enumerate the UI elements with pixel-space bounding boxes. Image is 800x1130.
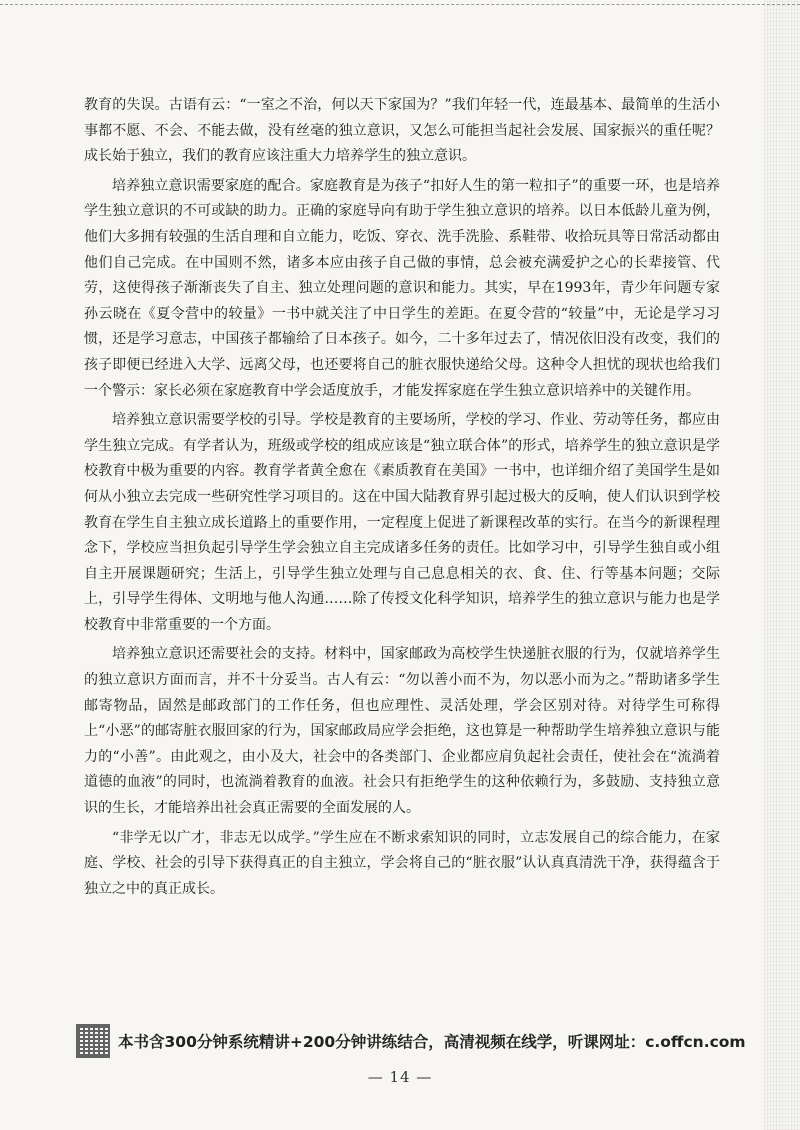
course-advertisement — [76, 1023, 746, 1059]
top-dashed-rule — [0, 4, 800, 5]
paragraph-2: 培养独立意识需要家庭的配合。家庭教育是为孩子“扣好人生的第一粒扣子”的重要一环，也是培养学生独立意识的不可或缺的助力。正确的家庭导向有助于学生独立意识的培养。以日本低龄儿童为例，他们大多拥有较强的生活自理和自立能力，吃饭、穿衣、洗手洗脸、系鞋带、收拾玩具等日常活动都由他们自己完成。在中国则不然，诸多本应由孩子自己做的事情，总会被充满爱护之心的长辈接管、代劳，这使得孩子渐渐丧失了自主、独立处理问题的意识和能力。其实，早在1993年，青少年问题专家孙云晓在《夏令营中的较量》一书中就关注了中日学生的差距。在夏令营的“较量”中，无论是学习习惯，还是学习意志，中国孩子都输给了日本孩子。如今，二十多年过去了，情况依旧没有改变，我们的孩子即便已经进入大学、远离父母，也还要将自己的脏衣服快递给父母。这种令人担忧的现状也给我们一个警示：家长必须在家庭教育中学会适度放手，才能发挥家庭在学生独立意识培养中的关键作用。 — [84, 177, 720, 399]
essay-body — [84, 93, 720, 906]
paragraph-5: “非学无以广才，非志无以成学。”学生应在不断求索知识的同时，立志发展自己的综合能力，在家庭、学校、社会的引导下获得真正的自主独立，学会将自己的“脏衣服”认认真真清洗干净，获得蕴含于独立之中的真正成长。 — [84, 829, 720, 897]
qr-code-icon — [76, 1024, 110, 1058]
paragraph-1: 教育的失误。古语有云：“一室之不治，何以天下家国为？”我们年轻一代，连最基本、最简单的生活小事都不愿、不会、不能去做，没有丝毫的独立意识，又怎么可能担当起社会发展、国家振兴的重任呢？成长始于独立，我们的教育应该注重大力培养学生的独立意识。 — [84, 97, 720, 165]
ad-text: 本书含300分钟系统精讲+200分钟讲练结合，高清视频在线学，听课网址：c.offcn.com — [118, 1033, 746, 1051]
paragraph-4: 培养独立意识还需要社会的支持。材料中，国家邮政为高校学生快递脏衣服的行为，仅就培养学生的独立意识方面而言，并不十分妥当。古人有云：“勿以善小而不为，勿以恶小而为之。”帮助诸多学生邮寄物品，固然是邮政部门的工作任务，但也应理性、灵活处理，学会区别对待。对待学生可称得上“小恶”的邮寄脏衣服回家的行为，国家邮政局应学会拒绝，这也算是一种帮助学生培养独立意识与能力的“小善”。由此观之，由小及大，社会中的各类部门、企业都应肩负起社会责任，使社会在“流淌着道德的血液”的同时，也流淌着教育的血液。社会只有拒绝学生的这种依赖行为，多鼓励、支持独立意识的生长，才能培养出社会真正需要的全面发展的人。 — [84, 646, 720, 817]
page-number: — 14 — — [367, 1068, 433, 1086]
paragraph-3: 培养独立意识需要学校的引导。学校是教育的主要场所，学校的学习、作业、劳动等任务，都应由学生独立完成。有学者认为，班级或学校的组成应该是“独立联合体”的形式，培养学生的独立意识是学校教育中极为重要的内容。教育学者黄全愈在《素质教育在美国》一书中，也详细介绍了美国学生是如何从小独立去完成一些研究性学习项目的。这在中国大陆教育界引起过极大的反响，使人们认识到学校教育在学生自主独立成长道路上的重要作用，一定程度上促进了新课程改革的实行。在当今的新课程理念下，学校应当担负起引导学生学会独立自主完成诸多任务的责任。比如学习中，引导学生独自或小组自主开展课题研究；生活上，引导学生独立处理与自己息息相关的衣、食、住、行等基本问题；交际上，引导学生得体、文明地与他人沟通……除了传授文化科学知识，培养学生的独立意识与能力也是学校教育中非常重要的一个方面。 — [84, 412, 720, 633]
scan-edge-noise — [764, 0, 800, 1130]
